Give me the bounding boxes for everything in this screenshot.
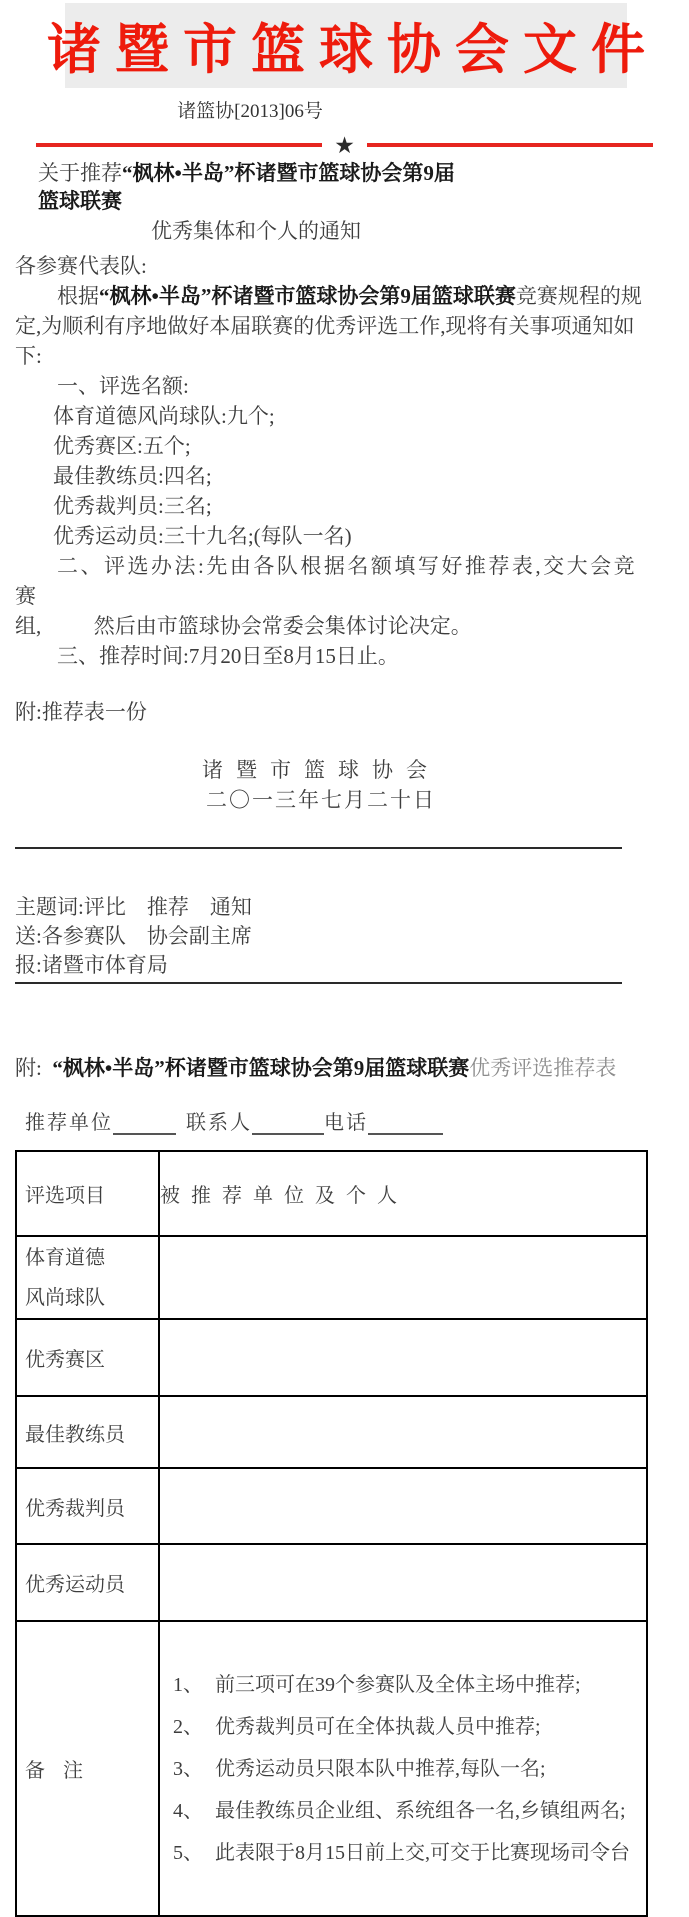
table-row — [16, 1319, 647, 1396]
unit-blank — [113, 1113, 176, 1135]
table-remarks-row — [16, 1621, 647, 1916]
section3-heading: 三、推荐时间:7月20日至8月15日止。 — [57, 644, 399, 668]
header-cell-category: 评选项目 — [16, 1151, 159, 1236]
quota-item: 最佳教练员:四名; — [53, 464, 212, 488]
phone-blank — [368, 1113, 443, 1135]
remark-item: 5、 此表限于8月15日前上交,可交于比赛现场司令台 — [173, 1841, 630, 1864]
phone-label: 电话 — [324, 1112, 368, 1134]
footer-meta — [15, 893, 689, 980]
rule-left-segment — [36, 143, 322, 147]
empty-cell — [159, 1396, 647, 1468]
section2-line2: 组, 然后由市篮球协会常委会集体讨论决定。 — [15, 614, 472, 638]
remark-item: 3、 优秀运动员只限本队中推荐,每队一名; — [173, 1757, 546, 1780]
row-label-sports-ethics-team: 体育道德 风尚球队 — [16, 1236, 159, 1319]
sent-to: 送:各参赛队 协会副主席 — [15, 924, 252, 948]
remark-item: 1、 前三项可在39个参赛队及全体主场中推荐; — [173, 1673, 581, 1696]
quota-item: 体育道德风尚球队:九个; — [53, 404, 275, 428]
document-page — [0, 3, 689, 1864]
remarks-label: 备注 — [16, 1621, 159, 1916]
section2-line1: 二、评选办法:先由各队根据名额填写好推荐表,交大会竞赛 — [15, 554, 638, 608]
notice-body — [15, 251, 647, 815]
doc-number: 诸篮协[2013]06号 — [177, 101, 323, 122]
contact-label: 联系人 — [186, 1112, 252, 1134]
red-header-banner — [47, 3, 659, 88]
quota-item: 优秀运动员:三十九名;(每队一名) — [53, 524, 352, 548]
attachment-title-suffix: 优秀评选推荐表 — [469, 1056, 617, 1080]
header-cell-nominee: 被推荐单位及个人 — [159, 1151, 647, 1236]
rule-right-segment — [367, 143, 653, 147]
table-row — [16, 1544, 647, 1621]
signature-org: 诸暨市篮球协会 — [202, 758, 440, 782]
para1-bold: “枫林•半岛”杯诸暨市篮球协会第9届篮球联赛 — [99, 284, 516, 308]
table-header-row — [16, 1151, 647, 1236]
attachment-title — [15, 1052, 689, 1082]
contact-blank — [252, 1113, 324, 1135]
empty-cell — [159, 1468, 647, 1544]
org-title: 诸暨市篮球协会文件 — [47, 20, 659, 80]
signature-date: 二〇一三年七月二十日 — [206, 788, 436, 812]
quota-item: 优秀赛区:五个; — [53, 434, 191, 458]
star-icon: ★ — [334, 132, 355, 158]
remark-item: 2、 优秀裁判员可在全体执裁人员中推荐; — [173, 1715, 541, 1738]
empty-cell — [159, 1236, 647, 1319]
section1-heading: 一、评选名额: — [57, 374, 189, 398]
table-row — [16, 1468, 647, 1544]
row-label-best-player: 优秀运动员 — [16, 1544, 159, 1621]
notice-title-line1 — [38, 159, 474, 215]
notice-title-line2: 优秀集体和个人的通知 — [151, 219, 361, 243]
divider-line — [15, 847, 622, 849]
row-label-best-division: 优秀赛区 — [16, 1319, 159, 1396]
paragraph-intro — [15, 281, 647, 371]
reported-to: 报:诸暨市体育局 — [15, 953, 168, 977]
title-line1-normal: 关于推荐 — [38, 161, 122, 185]
notice-title — [38, 159, 474, 245]
unit-label: 推荐单位 — [25, 1112, 113, 1134]
row-label-best-referee: 优秀裁判员 — [16, 1468, 159, 1544]
table-row — [16, 1236, 647, 1319]
remark-item: 4、 最佳教练员企业组、系统组各一名,乡镇组两名; — [173, 1799, 626, 1822]
row-label-best-coach: 最佳教练员 — [16, 1396, 159, 1468]
attachment-title-prefix: 附: — [15, 1056, 53, 1080]
signature-block — [15, 755, 627, 815]
header-rule — [36, 133, 653, 157]
para1-normal2: 竞赛规程的规定,为顺利有序地做好本届联赛的优秀评选工作,现将有关事项通知如下: — [15, 284, 642, 368]
title-line1-bold: “枫林•半岛”杯诸暨市篮球协会第9届篮球联赛 — [38, 161, 455, 213]
attachment-title-bold: “枫林•半岛”杯诸暨市篮球协会第9届篮球联赛 — [52, 1056, 470, 1080]
remarks-cell — [159, 1621, 647, 1916]
empty-cell — [159, 1544, 647, 1621]
empty-cell — [159, 1319, 647, 1396]
divider-line — [15, 982, 622, 984]
attachment-note: 附:推荐表一份 — [15, 700, 147, 724]
table-row — [16, 1396, 647, 1468]
para1-normal1: 根据 — [57, 284, 99, 308]
salutation: 各参赛代表队: — [15, 254, 147, 278]
recommendation-table — [15, 1150, 648, 1917]
subject-terms: 主题词:评比 推荐 通知 — [15, 895, 252, 919]
quota-item: 优秀裁判员:三名; — [53, 494, 212, 518]
recommendation-form-line — [25, 1106, 689, 1135]
